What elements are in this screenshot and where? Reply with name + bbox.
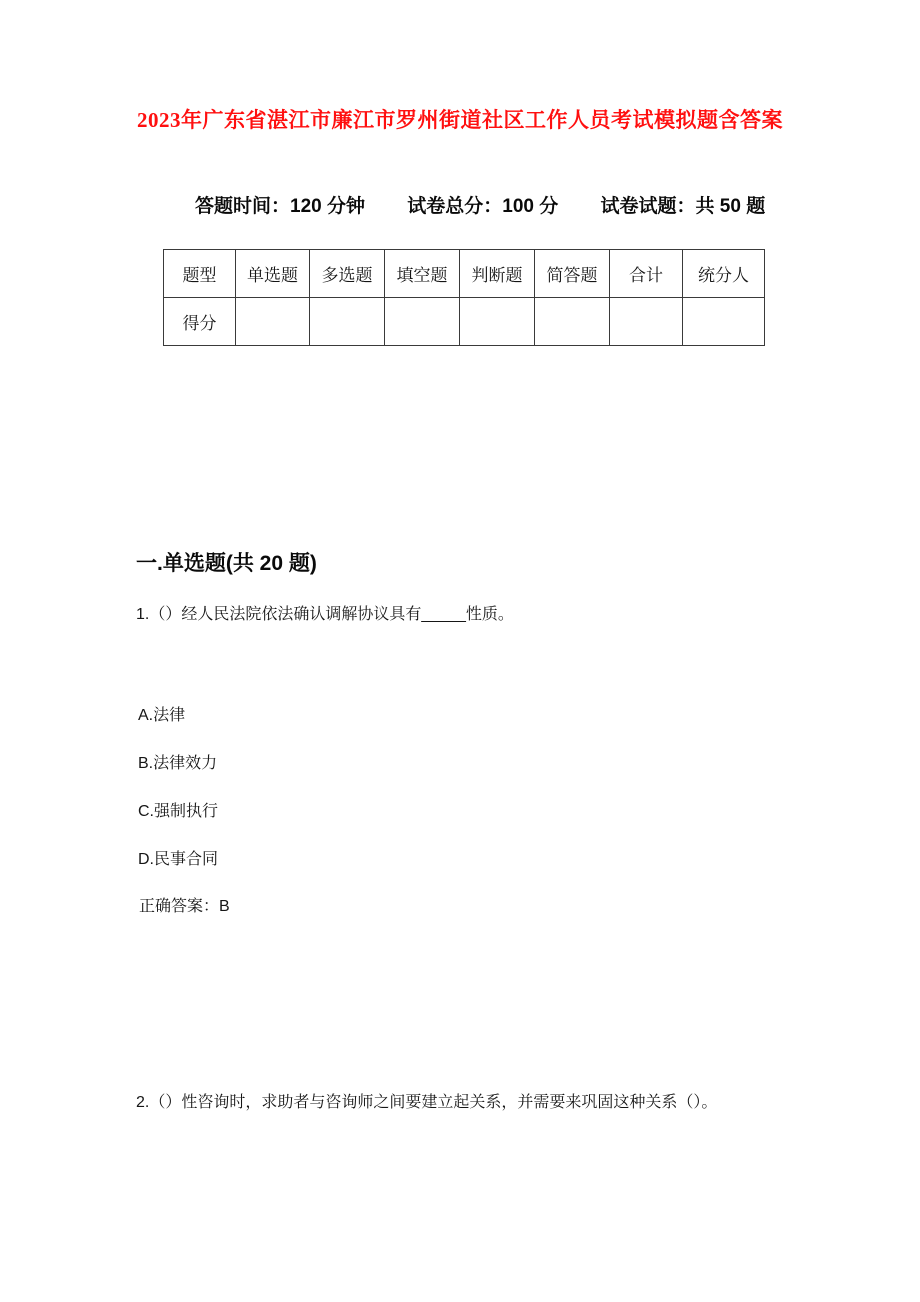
exam-info-time: 答题时间：120 分钟 [195, 196, 365, 217]
score-row-label: 得分 [164, 298, 236, 346]
score-table-header-question-type: 题型 [164, 250, 236, 298]
question-1-option-a: A.法律 [138, 707, 186, 724]
score-table-header-fill-blank: 填空题 [385, 250, 460, 298]
score-table-header-judgement: 判断题 [460, 250, 535, 298]
exam-info-question-count: 试卷试题：共 50 题 [600, 196, 766, 217]
question-1-option-c: C.强制执行 [138, 803, 219, 820]
score-cell [236, 298, 310, 346]
question-1-correct-answer: 正确答案：B [139, 898, 230, 915]
score-table-header-short-answer: 简答题 [535, 250, 610, 298]
score-cell [610, 298, 683, 346]
score-cell [460, 298, 535, 346]
score-table [163, 249, 765, 346]
section-heading-single-choice: 一.单选题(共 20 题) [136, 552, 317, 575]
score-cell [535, 298, 610, 346]
exam-info-line [195, 191, 765, 218]
score-cell [310, 298, 385, 346]
score-table-header-total: 合计 [610, 250, 683, 298]
score-table-header-single-choice: 单选题 [236, 250, 310, 298]
score-cell [385, 298, 460, 346]
exam-info-total-score: 试卷总分：100 分 [407, 196, 559, 217]
question-1-option-d: D.民事合同 [138, 851, 219, 868]
question-1-text: 1.（）经人民法院依法确认调解协议具有_____性质。 [136, 606, 514, 623]
document-title: 2023年广东省湛江市廉江市罗州街道社区工作人员考试模拟题含答案 [137, 108, 783, 132]
score-table-score-row [164, 298, 765, 346]
score-table-header-scorer: 统分人 [683, 250, 765, 298]
score-cell [683, 298, 765, 346]
score-table-header-row [164, 250, 765, 298]
question-2-text: 2.（）性咨询时，求助者与咨询师之间要建立起关系，并需要来巩固这种关系（）。 [136, 1094, 718, 1111]
question-1-option-b: B.法律效力 [138, 755, 218, 772]
score-table-header-multi-choice: 多选题 [310, 250, 385, 298]
